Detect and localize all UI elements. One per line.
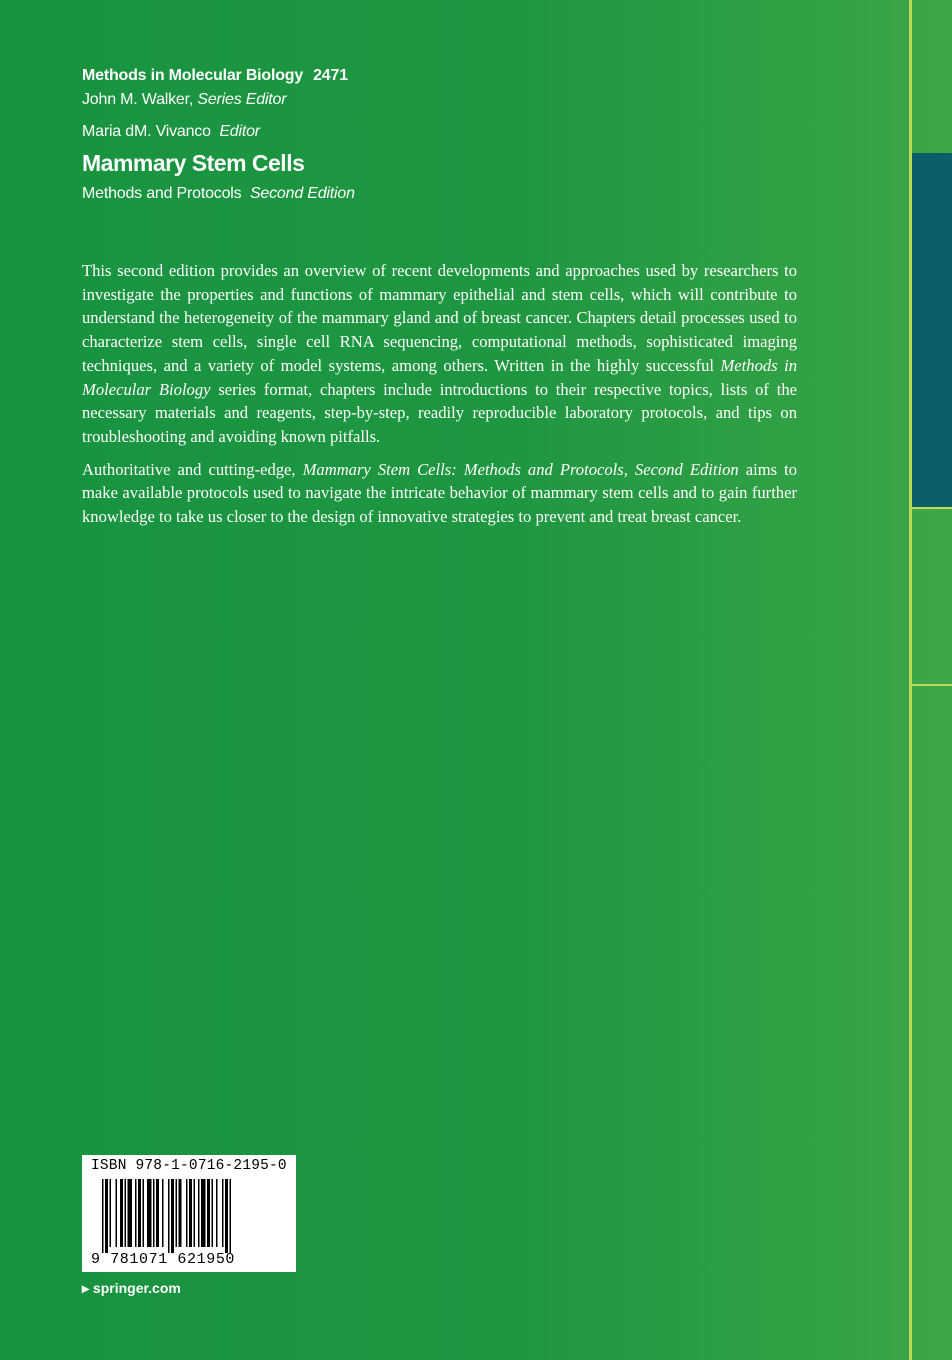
series-line [82,64,355,88]
publisher-link[interactable] [82,1280,181,1297]
barcode-bar [207,1179,210,1247]
series-name: Methods in Molecular Biology [82,67,304,84]
spine-tick-upper [912,507,952,509]
description-p2-text-a: Authoritative and cutting-edge, [82,459,303,479]
series-editor-role: Series Editor [197,91,287,108]
book-editor-role: Editor [219,123,260,140]
barcode-bar [194,1179,196,1247]
barcode-bar [225,1179,228,1253]
barcode-bar [162,1179,164,1247]
barcode-bar [222,1179,224,1247]
barcode-bar [153,1179,155,1247]
series-editor-name: John M. Walker, [82,91,194,108]
arrow-right-icon: ▸ [82,1280,90,1296]
barcode-bar [176,1179,178,1247]
description-p1-text-b: series format, chapters include introductions to their respective topics, lists of the necessary materials and reagents, step-by-step, readily reproducible laboratory protocols, and tips on troubleshooting and avoiding known pitfalls. [82,379,797,446]
publisher-website: springer.com [92,1280,181,1296]
barcode-bar [135,1179,137,1247]
barcode-bar [216,1179,218,1247]
barcode-bar [102,1179,104,1253]
book-editor-name: Maria dM. Vivanco [82,123,211,140]
book-subtitle-line [82,182,355,206]
barcode-bar [230,1179,232,1253]
barcode-bar [201,1179,206,1247]
book-subtitle: Methods and Protocols [82,185,242,202]
isbn-label: ISBN 978-1-0716-2195-0 [91,1158,287,1174]
description-p1-series: Methods in Molecular Biology [82,355,797,399]
barcode-bar [128,1179,133,1247]
description-p2-title: Mammary Stem Cells: Methods and Protocols, Second Edition [302,459,739,479]
isbn-barcode [82,1155,296,1272]
barcode-bar [189,1179,192,1247]
barcode-bar [198,1179,200,1247]
series-editor-line [82,88,355,112]
barcode-bar [147,1179,152,1247]
cover-header [82,64,355,206]
barcode-bars [102,1179,282,1253]
barcode-bar [156,1179,159,1247]
description-p1-text-a: This second edition provides an overview of recent developments and approaches used by researchers to investigate the properties and functions of mammary epithelial and stem cells, which will contribute to understand the heterogeneity of the mammary gland and of breast cancer. Chapters detail processes used to characterize stem cells, single cell RNA sequencing, computational methods, sophisticated imaging techniques, and a variety of model systems, among others. Written in the highly successful [82,261,797,375]
barcode-bar [105,1179,108,1253]
series-number: 2471 [313,67,348,84]
barcode-bar [212,1179,214,1247]
description-paragraph-2 [82,458,797,529]
barcode-bar [168,1179,170,1253]
barcode-bar [120,1179,123,1247]
spine-teal-band [912,153,952,507]
book-editor-line [82,120,355,144]
book-description [82,259,797,538]
spine-tick-lower [912,684,952,686]
barcode-digits: 9 781071 621950 [91,1251,236,1268]
description-paragraph-1 [82,259,797,449]
barcode-bar [143,1179,145,1247]
description-p2-text-b: aims to make available protocols used to navigate the intricate behavior of mammary stem cells and to gain further knowledge to take us closer to the design of innovative strategies to prevent and treat breast cancer. [82,459,798,527]
barcode-bar [186,1179,188,1247]
barcode-bar [138,1179,141,1247]
barcode-bar [171,1179,174,1253]
barcode-bar [110,1179,112,1247]
barcode-bar [125,1179,127,1247]
book-title: Mammary Stem Cells [82,150,305,176]
barcode-bar [179,1179,182,1247]
barcode-bar [116,1179,118,1247]
book-edition: Second Edition [249,185,355,202]
